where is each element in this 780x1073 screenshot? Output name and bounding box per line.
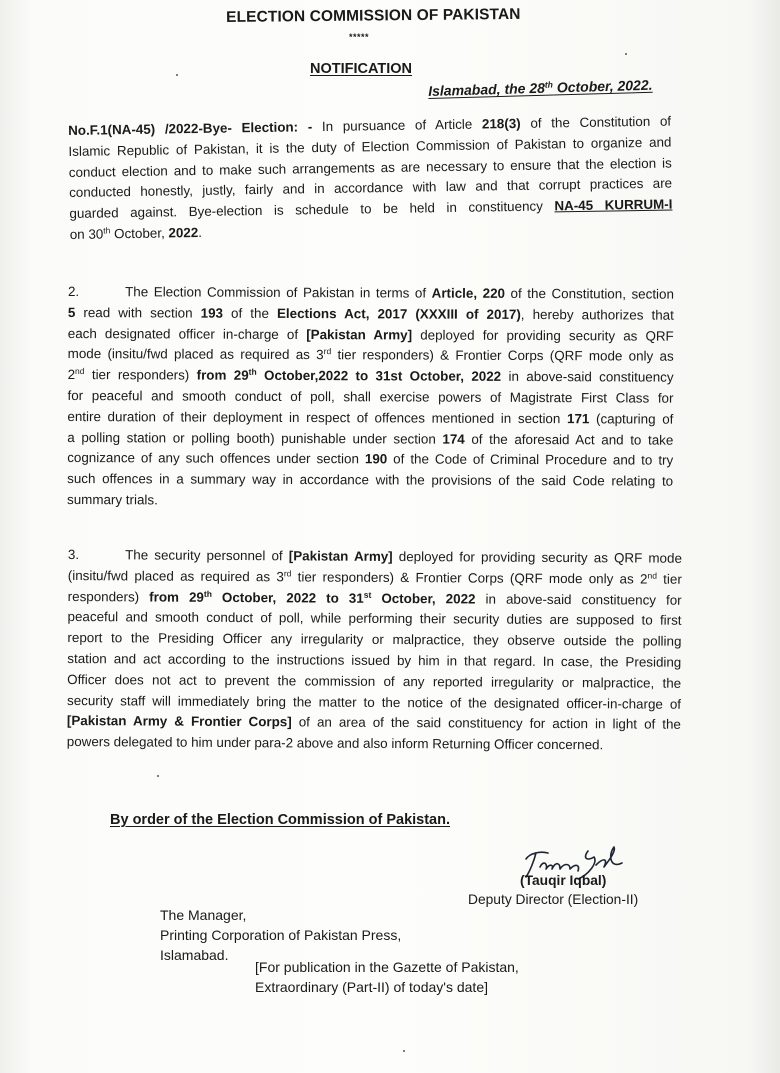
order-line: By order of the Election Commission of Pakistan. xyxy=(110,812,451,828)
dateline: Islamabad, the 28th October, 2022. xyxy=(428,76,653,99)
scan-speck xyxy=(625,53,627,55)
heading-stars: ***** xyxy=(349,32,370,42)
para1-line: on 30th October, 2022. xyxy=(69,224,203,242)
para3-line: responders) from 29th October, 2022 to 31st October, 2022 in above-said constituency for xyxy=(67,588,682,608)
para2-line: for peaceful and smooth conduct of poll, shall exercise powers of Magistrate First Class for xyxy=(67,387,674,406)
para1-line: conduct election and to make such arrangements as are necessary to ensure that the election is xyxy=(68,155,672,180)
para3-line: station and act according to the instructions issued by him in that regard. In case, the Presiding xyxy=(67,650,682,670)
addressee-line: Printing Corporation of Pakistan Press, xyxy=(160,927,402,943)
paragraph-number: 3. xyxy=(67,546,80,563)
publication-line: [For publication in the Gazette of Pakistan, xyxy=(255,959,519,975)
publication-note xyxy=(255,957,519,997)
para2-line: cognizance of any such offences under section 190 of the Code of Criminal Procedure and to try xyxy=(67,450,674,469)
paragraph-number: 2. xyxy=(67,283,80,300)
para2-line: entire duration of their deployment in respect of offences mentioned in section 171 (capturing of xyxy=(67,408,674,427)
signatory-designation: Deputy Director (Election-II) xyxy=(468,892,639,907)
para3-line: powers delegated to him under para-2 above and also inform Returning Officer concerned. xyxy=(66,734,604,753)
paragraph-2 xyxy=(67,282,674,513)
para1-line: No.F.1(NA-45) /2022-Bye- Election: - In pursuance of Article 218(3) of the Constitution of xyxy=(68,113,672,138)
scan-speck xyxy=(403,1050,405,1052)
addressee-line: Islamabad. xyxy=(160,947,229,963)
publication-line: Extraordinary (Part-II) of today's date] xyxy=(255,979,488,995)
organization-heading: ELECTION COMMISSION OF PAKISTAN xyxy=(226,5,521,26)
para2-line: mode (insitu/fwd placed as required as 3rd tier responders) & Frontier Corps (QRF mode only as xyxy=(67,346,674,365)
para3-line: peaceful and smooth conduct of poll, while performing their security duties are supposed to first xyxy=(67,609,682,629)
para2-line: 2nd tier responders) from 29th October,2022 to 31st October, 2022 in above-said constituency xyxy=(67,366,674,385)
para1-line: conducted honestly, justly, fairly and in accordance with law and that corrupt practices are xyxy=(69,175,673,201)
addressee-line: The Manager, xyxy=(160,907,247,923)
para3-line: security staff will immediately bring the matter to the notice of the designated officer-in-charge of xyxy=(67,692,682,712)
para3-line: report to the Presiding Officer any irregularity or malpractice, they observe outside the polling xyxy=(67,630,682,649)
para3-line: Officer does not act to prevent the commission of any reported irregularity or malpractice, the xyxy=(67,671,682,691)
signatory-name: (Tauqir Iqbal) xyxy=(520,873,607,888)
para1-line: Islamic Republic of Pakistan, it is the duty of Election Commission of Pakistan to organize and xyxy=(68,134,672,159)
constituency-name: NA-45 KURRUM-I xyxy=(554,196,673,214)
addressee-block xyxy=(160,905,401,965)
para2-line: a polling station or polling booth) punishable under section 174 of the aforesaid Act and to take xyxy=(67,429,674,448)
para2-line: such offences in a summary way in accordance with the provisions of the said Code relating to xyxy=(67,471,674,489)
para3-line: 3. The security personnel of [Pakistan Army] deployed for providing security as QRF mode xyxy=(67,546,682,566)
para2-line: 2. The Election Commission of Pakistan in terms of Article, 220 of the Constitution, section xyxy=(67,283,674,302)
para2-line: summary trials. xyxy=(67,491,158,508)
para3-line: [Pakistan Army & Frontier Corps] of an area of the said constituency for action in light of the xyxy=(66,713,681,733)
paragraph-3 xyxy=(67,545,682,757)
reference-number: No.F.1(NA-45) /2022-Bye- Election: - xyxy=(68,119,313,138)
paragraph-1 xyxy=(68,112,673,246)
para1-line: guarded against. Bye-election is schedule to be held in constituency NA-45 KURRUM-I xyxy=(69,196,673,222)
para2-line: 5 read with section 193 of the Elections Act, 2017 (XXXIII of 2017), hereby authorizes that xyxy=(67,304,674,323)
scan-speck xyxy=(176,74,178,76)
notification-title: NOTIFICATION xyxy=(310,61,413,77)
para3-line: (insitu/fwd placed as required as 3rd tier responders) & Frontier Corps (QRF mode only as 2nd tier xyxy=(67,567,682,587)
scan-speck xyxy=(157,775,159,777)
para2-line: each designated officer in-charge of [Pakistan Army] deployed for providing security as QRF xyxy=(67,325,674,344)
